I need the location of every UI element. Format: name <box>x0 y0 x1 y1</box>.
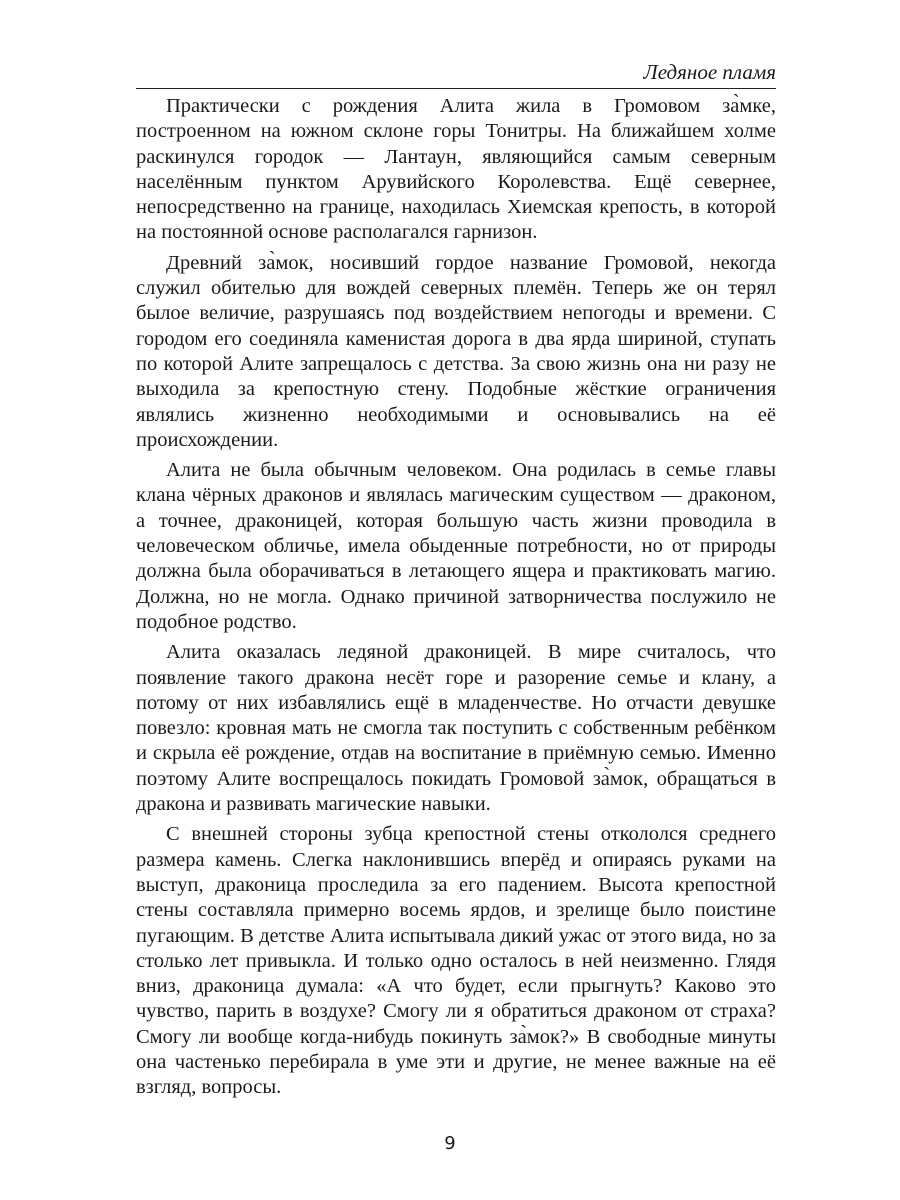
paragraph: Алита не была обычным человеком. Она родилась в семье главы клана чёрных драконов и являлась магическим существом — драконом, а точнее, драконицей, которая большую часть жизни проводила в человеческом обличье, имела обыденные потребности, но от природы должна была оборачиваться в летающего ящера и практиковать магию. Должна, но не могла. Однако причиной затворничества послужило не подобное родство. <box>136 459 776 633</box>
paragraph: Древний за̀мок, носивший гордое название Громовой, некогда служил обителью для вождей северных племён. Теперь же он терял былое величие, разрушаясь под воздействием непогоды и времени. С городом его соединяла каменистая дорога в два ярда шириной, ступать по которой Алите запрещалось с детства. За свою жизнь она ни разу не выходила за крепостную стену. Подобные жёсткие ограничения являлись жизненно необходимыми и основывались на её происхождении. <box>136 251 776 451</box>
paragraph: Алита оказалась ледяной драконицей. В мире считалось, что появление такого дракона несёт горе и разорение семье и клану, а потому от них избавлялись ещё в младенчестве. Но отчасти девушке повезло: кровная мать не смогла так поступить с собственным ребёнком и скрыла её рождение, отдав на воспитание в приёмную семью. Именно поэтому Алите воспрещалось покидать Громовой за̀мок, обращаться в дракона и развивать магические навыки. <box>136 641 776 816</box>
body-text <box>136 94 776 1106</box>
running-title: Ледяное пламя <box>643 60 776 84</box>
paragraph: Практически с рождения Алита жила в Громовом за̀мке, построенном на южном склоне горы Тонитры. На ближайшем холме раскинулся городок — Лантаун, являющийся самым северным населённым пунктом Арувийского Королевства. Ещё севернее, непосредственно на границе, находилась Хиемская крепость, в которой на постоянной основе располагался гарнизон. <box>136 95 776 244</box>
header-rule <box>136 88 776 89</box>
paragraph: С внешней стороны зубца крепостной стены откололся среднего размера камень. Слегка наклонившись вперёд и опираясь руками на выступ, драконица проследила за его падением. Высота крепостной стены составляла примерно восемь ярдов, и зрелище было поистине пугающим. В детстве Алита испытывала дикий ужас от этого вида, но за столько лет привыкла. И только одно осталось в ней неизменно. Глядя вниз, драконица думала: «А что будет, если прыгнуть? Каково это чувство, парить в воздухе? Смогу ли я обратиться драконом от страха? Смогу ли вообще когда-нибудь покинуть за̀мок?» В свободные минуты она частенько перебирала в уме эти и другие, не менее важные на её взгляд, вопросы. <box>136 823 776 1099</box>
page-number: 9 <box>444 1133 456 1154</box>
